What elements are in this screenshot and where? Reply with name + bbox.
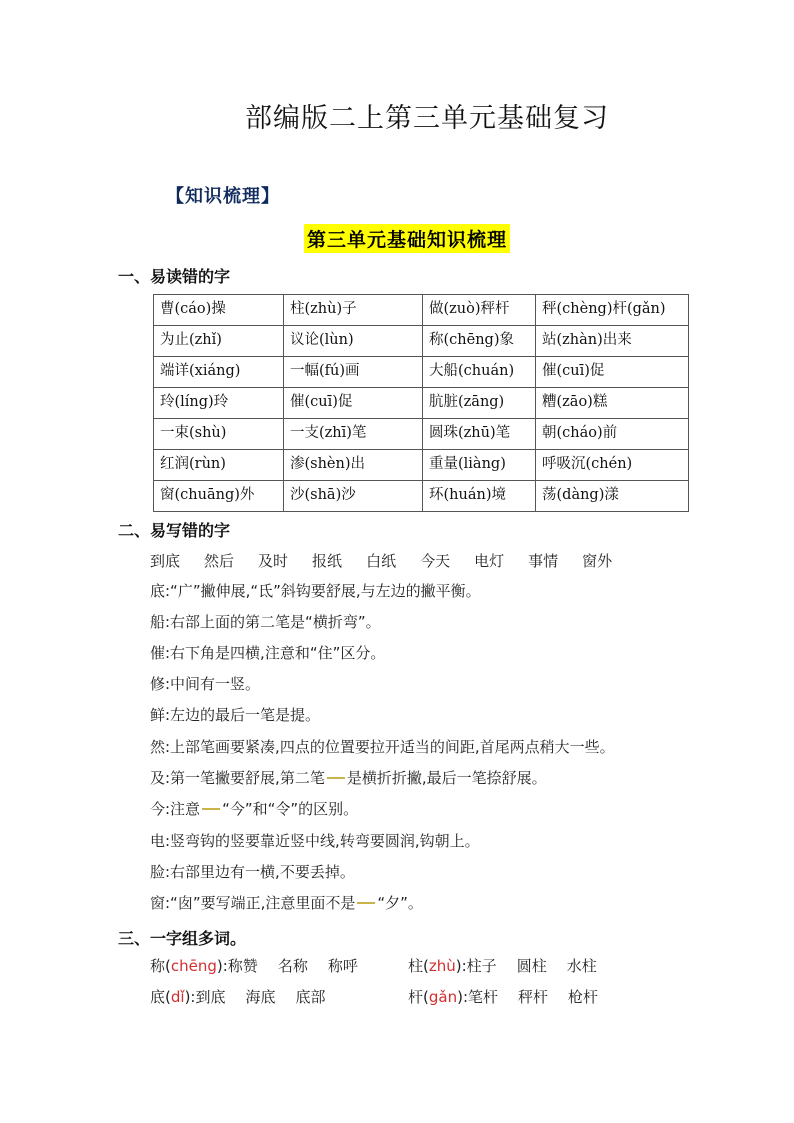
word-item: 报纸: [312, 552, 343, 570]
blank-underline: [202, 808, 220, 810]
writing-note: [150, 798, 358, 819]
page-title: 部编版二上第三单元基础复习: [245, 103, 609, 134]
writing-note: [150, 767, 547, 788]
table-cell: 议论(lùn): [284, 326, 423, 357]
paren: (: [165, 957, 171, 975]
misread-characters-table: [153, 294, 689, 512]
group-word: 圆柱: [516, 957, 547, 975]
word-item: 到底: [150, 552, 181, 570]
word-item: 然后: [204, 552, 235, 570]
table-cell: 大船(chuán): [423, 357, 536, 388]
table-cell: 圆珠(zhū)笔: [423, 419, 536, 450]
highlight-heading: 第三单元基础知识梳理: [304, 224, 510, 253]
section2-heading: 二、易写错的字: [118, 521, 231, 540]
table-cell: 一幅(fú)画: [284, 357, 423, 388]
word-item: 白纸: [366, 552, 397, 570]
word-group: [408, 955, 597, 976]
table-cell: 称(chēng)象: [423, 326, 536, 357]
writing-note: 底:“广”撇伸展,“氐”斜钩要舒展,与左边的撇平衡。: [150, 582, 481, 600]
group-word: 秤杆: [518, 988, 549, 1006]
group-char: 柱: [408, 957, 424, 975]
word-item: 及时: [258, 552, 289, 570]
writing-note: [150, 892, 423, 913]
word-item: 今天: [420, 552, 451, 570]
table-cell: 一支(zhī)笔: [284, 419, 423, 450]
table-cell: 肮脏(zāng): [423, 388, 536, 419]
note-text: 今:注意: [150, 800, 201, 818]
writing-note: 脸:右部里边有一横,不要丢掉。: [150, 863, 355, 881]
section1-heading: 一、易读错的字: [118, 267, 231, 286]
section3-heading: 三、一字组多词。: [118, 929, 247, 948]
table-cell: 渗(shèn)出: [284, 450, 423, 481]
pinyin: zhù: [428, 957, 456, 975]
note-text: 及:第一笔撇要舒展,第二笔: [150, 769, 325, 787]
group-word: 海底: [245, 988, 276, 1006]
table-cell: 沙(shā)沙: [284, 481, 423, 512]
table-row: [154, 357, 689, 388]
group-word: 笔杆: [468, 988, 499, 1006]
table-cell: 朝(cháo)前: [536, 419, 689, 450]
note-text: 窗:“囱”要写端正,注意里面不是: [150, 894, 356, 912]
pinyin: chēng: [170, 957, 217, 975]
paren: ):: [216, 957, 228, 975]
table-cell: 催(cuī)促: [536, 357, 689, 388]
word-group: [408, 986, 598, 1007]
paren: ):: [457, 988, 469, 1006]
paren: ):: [184, 988, 196, 1006]
note-text: 是横折折撇,最后一笔捺舒展。: [346, 769, 547, 787]
table-cell: 催(cuī)促: [284, 388, 423, 419]
word-item: 窗外: [582, 552, 613, 570]
pinyin: gǎn: [428, 988, 458, 1006]
word-group: [150, 986, 326, 1007]
table-row: [154, 481, 689, 512]
table-cell: 糟(zāo)糕: [536, 388, 689, 419]
table-cell: 一束(shù): [154, 419, 284, 450]
group-word: 柱子: [466, 957, 497, 975]
table-cell: 端详(xiáng): [154, 357, 284, 388]
table-cell: 做(zuò)秤杆: [423, 295, 536, 326]
writing-note: 鲜:左边的最后一笔是提。: [150, 706, 321, 724]
table-cell: 重量(liàng): [423, 450, 536, 481]
group-word: 称赞: [227, 957, 258, 975]
writing-note: 修:中间有一竖。: [150, 675, 261, 693]
table-row: [154, 450, 689, 481]
table-cell: 窗(chuāng)外: [154, 481, 284, 512]
word-item: 电灯: [474, 552, 505, 570]
paren: ):: [455, 957, 467, 975]
group-word: 枪杆: [568, 988, 599, 1006]
paren: (: [423, 957, 429, 975]
group-word: 到底: [195, 988, 226, 1006]
writing-note: 然:上部笔画要紧凑,四点的位置要拉开适当的间距,首尾两点稍大一些。: [150, 738, 615, 756]
blank-underline: [327, 777, 345, 779]
writing-note: 催:右下角是四横,注意和“住”区分。: [150, 644, 386, 662]
table-row: [154, 326, 689, 357]
group-word: 水柱: [566, 957, 597, 975]
table-cell: 红润(rùn): [154, 450, 284, 481]
note-text: “今”和“令”的区别。: [222, 800, 359, 818]
group-word: 称呼: [327, 957, 358, 975]
group-char: 称: [150, 957, 166, 975]
table-cell: 柱(zhù)子: [284, 295, 423, 326]
group-word: 名称: [277, 957, 308, 975]
note-text: “夕”。: [377, 894, 423, 912]
paren: (: [423, 988, 429, 1006]
word-item: 事情: [528, 552, 559, 570]
table-cell: 玲(líng)玲: [154, 388, 284, 419]
table-cell: 为止(zhǐ): [154, 326, 284, 357]
group-char: 杆: [408, 988, 424, 1006]
group-char: 底: [150, 988, 166, 1006]
table-cell: 环(huán)境: [423, 481, 536, 512]
word-group: [150, 955, 358, 976]
word-list: [150, 550, 636, 571]
paren: (: [165, 988, 171, 1006]
group-word: 底部: [295, 988, 326, 1006]
writing-note: 船:右部上面的第二笔是“横折弯”。: [150, 613, 381, 631]
table-cell: 曹(cáo)操: [154, 295, 284, 326]
table-cell: 站(zhàn)出来: [536, 326, 689, 357]
pinyin: dǐ: [170, 988, 185, 1006]
table-row: [154, 295, 689, 326]
table-row: [154, 388, 689, 419]
table-row: [154, 419, 689, 450]
writing-note: 电:竖弯钩的竖要靠近竖中线,转弯要圆润,钩朝上。: [150, 832, 480, 850]
table-cell: 呼吸沉(chén): [536, 450, 689, 481]
knowledge-tag: 【知识梳理】: [166, 186, 280, 207]
blank-underline: [357, 902, 375, 904]
table-cell: 秤(chèng)杆(gǎn): [536, 295, 689, 326]
table-cell: 荡(dàng)漾: [536, 481, 689, 512]
